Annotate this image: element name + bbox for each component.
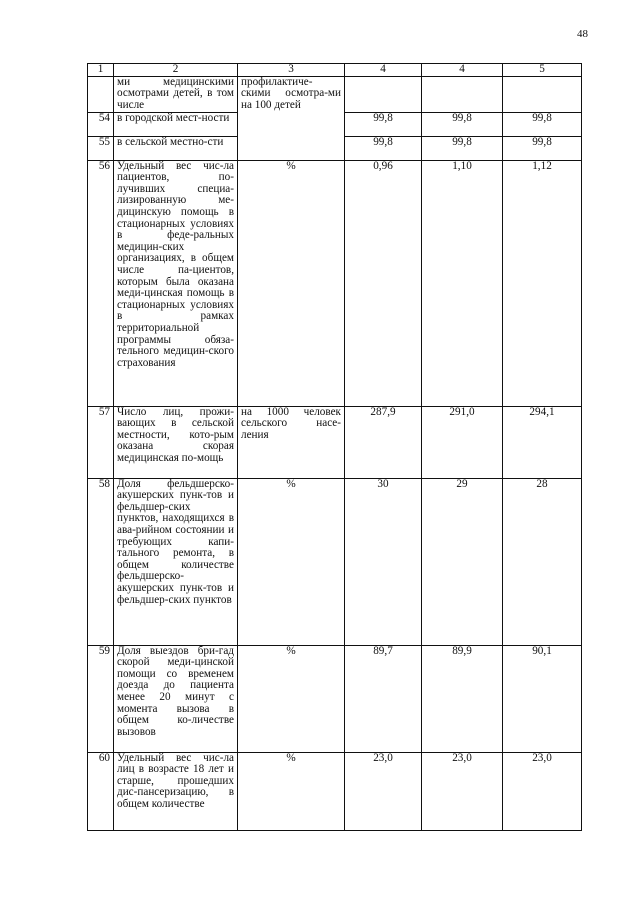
value-cell [422,76,503,112]
value-cell: 287,9 [345,406,422,478]
unit-cell: на 1000 человек сельского насе-ления [238,406,345,478]
row-number: 56 [88,160,114,406]
value-cell: 29 [422,478,503,645]
value-cell: 23,0 [422,752,503,830]
table-row [88,76,582,112]
indicator-description: Число лиц, прожи-вающих в сельской местности, кото-рым оказана скорая медицинская по-мощь [114,406,238,478]
header-cell: 4 [422,64,503,77]
unit-cell: % [238,752,345,830]
table-row [88,645,582,752]
value-cell: 99,8 [503,112,582,136]
value-cell: 99,8 [422,112,503,136]
value-cell: 99,8 [503,136,582,160]
row-number: 58 [88,478,114,645]
value-cell: 99,8 [345,112,422,136]
unit-cell: % [238,160,345,406]
row-number: 59 [88,645,114,752]
row-number [88,76,114,112]
row-number: 60 [88,752,114,830]
header-row [88,64,582,77]
row-number: 55 [88,136,114,160]
header-cell: 4 [345,64,422,77]
header-cell: 3 [238,64,345,77]
value-cell: 89,7 [345,645,422,752]
value-cell: 30 [345,478,422,645]
value-cell: 1,12 [503,160,582,406]
table-row [88,752,582,830]
indicator-description: Доля фельдшерско-акушерских пунк-тов и фельдшер-ских пунктов, находящихся в ава-рийном состоянии и требующих капи-тального ремонта, в общем количестве фельдшерско-акушерских пунк-тов и фельдшер-ских пунктов [114,478,238,645]
unit-cell: % [238,478,345,645]
indicator-description: Доля выездов бри-гад скорой меди-цинской помощи со временем доезда до пациента менее 20 минут с момента вызова в общем ко-личестве вызовов [114,645,238,752]
value-cell: 89,9 [422,645,503,752]
value-cell: 28 [503,478,582,645]
page-number: 48 [577,28,588,40]
indicator-description: в городской мест-ности [114,112,238,136]
table-row [88,160,582,406]
value-cell: 0,96 [345,160,422,406]
table-row [88,406,582,478]
indicator-description: в сельской местно-сти [114,136,238,160]
value-cell: 90,1 [503,645,582,752]
value-cell [503,76,582,112]
value-cell: 291,0 [422,406,503,478]
unit-cell: профилактиче-скими осмотра-ми на 100 детей [238,76,345,160]
unit-cell: % [238,645,345,752]
indicator-description: Удельный вес чис-ла пациентов, по-лучивших специа-лизированную ме-дицинскую помощь в стационарных условиях в феде-ральных медицин-ских организациях, в общем числе па-циентов, которым была оказана меди-цинская помощь в стационарных условиях в рамках территориальной программы обяза-тельного медицин-ского страхования [114,160,238,406]
row-number: 57 [88,406,114,478]
header-cell: 1 [88,64,114,77]
table-row [88,478,582,645]
indicator-table [87,63,582,831]
value-cell: 23,0 [345,752,422,830]
value-cell [345,76,422,112]
value-cell: 99,8 [345,136,422,160]
indicator-description: Удельный вес чис-ла лиц в возрасте 18 лет и старше, прошедших дис-пансеризацию, в общем количестве [114,752,238,830]
value-cell: 99,8 [422,136,503,160]
value-cell: 294,1 [503,406,582,478]
value-cell: 23,0 [503,752,582,830]
value-cell: 1,10 [422,160,503,406]
indicator-description: ми медицинскими осмотрами детей, в том числе [114,76,238,112]
row-number: 54 [88,112,114,136]
header-cell: 2 [114,64,238,77]
header-cell: 5 [503,64,582,77]
